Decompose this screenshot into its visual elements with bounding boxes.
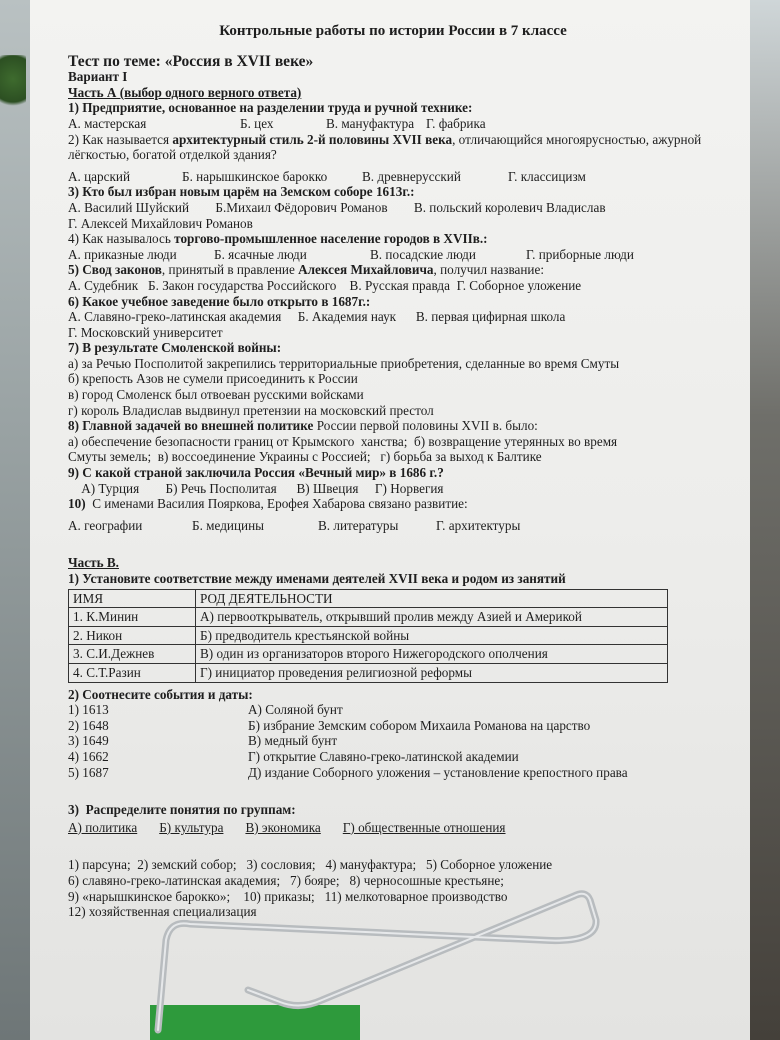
question-2: 2) Как называется архитектурный стиль 2-й половины XVII века, отличающийся многоярусностью, ажурной лёгкостью, богатой отделкой здания? xyxy=(68,131,702,163)
table-row xyxy=(69,645,668,664)
part-b-question-2: 2) Соотнесите события и даты: xyxy=(68,686,253,702)
sheet-content xyxy=(68,24,718,920)
matching-table xyxy=(68,589,668,683)
date-item: 1) 1613 xyxy=(68,702,109,718)
question-8-options-line: Смуты земель; в) воссоединение Украины с Россией; г) борьба за выход к Балтике xyxy=(68,449,542,465)
group-label: Б) культура xyxy=(159,819,224,835)
table-row xyxy=(69,663,668,682)
option: А. мастерская xyxy=(68,115,147,131)
table-cell: В) один из организаторов второго Нижегородского ополчения xyxy=(196,645,668,664)
group-label: А) политика xyxy=(68,819,138,835)
table-cell: 4. С.Т.Разин xyxy=(69,663,196,682)
part-b-question-3: 3) Распределите понятия по группам: xyxy=(68,802,296,818)
question-2-options xyxy=(68,169,718,185)
part-b-question-1: 1) Установите соответствие между именами деятелей XVII века и родом из занятий xyxy=(68,571,566,586)
option: В. посадские люди xyxy=(370,246,476,262)
table-row xyxy=(69,626,668,645)
table-header-cell: РОД ДЕЯТЕЛЬНОСТИ xyxy=(196,589,668,608)
question-9-options-line: А) Турция Б) Речь Посполитая В) Швеция Г) Норвегия xyxy=(68,480,444,496)
question-4-options xyxy=(68,247,718,263)
table-header-cell: ИМЯ xyxy=(69,589,196,608)
group-label: В) экономика xyxy=(245,819,321,835)
table-row xyxy=(69,608,668,627)
test-sheet xyxy=(30,0,750,1040)
events-column xyxy=(248,702,718,780)
option: А. приказные люди xyxy=(68,246,177,262)
group-label: Г) общественные отношения xyxy=(342,819,506,835)
question-6-options-line: А. Славяно-греко-латинская академия Б. Академия наук В. первая цифирная школа xyxy=(68,309,566,325)
concepts-line: 12) хозяйственная специализация xyxy=(68,904,257,920)
event-item: Д) издание Соборного уложения – установление крепостного права xyxy=(248,764,628,780)
question-3-options-line: А. Василий Шуйский Б.Михаил Фёдорович Романов В. польский королевич Владислав xyxy=(68,199,606,215)
question-7-option: а) за Речью Посполитой закрепились территориальные приобретения, сделанные во время Смуты xyxy=(68,355,620,371)
option: Б. ясачные люди xyxy=(214,246,307,262)
date-item: 5) 1687 xyxy=(68,764,109,780)
event-item: А) Соляной бунт xyxy=(248,702,343,718)
page-title: Контрольные работы по истории России в 7 классе xyxy=(219,23,567,39)
event-item: В) медный бунт xyxy=(248,733,338,749)
option: Г. приборные люди xyxy=(526,246,634,262)
option: В. литературы xyxy=(318,517,399,533)
question-5: 5) Свод законов, принятый в правление Алексея Михайловича, получил название: xyxy=(68,262,545,278)
question-8: 8) Главной задачей во внешней политике России первой половины XVII в. было: xyxy=(68,418,538,434)
date-item: 2) 1648 xyxy=(68,717,109,733)
date-item: 3) 1649 xyxy=(68,733,109,749)
table-cell: Б) предводитель крестьянской войны xyxy=(196,626,668,645)
event-item: Г) открытие Славяно-греко-латинской академии xyxy=(248,748,519,764)
question-8-options-line: а) обеспечение безопасности границ от Крымского ханства; б) возвращение утерянных во время xyxy=(68,433,618,449)
dates-events xyxy=(68,702,718,780)
question-1-options xyxy=(68,116,718,132)
question-6-options-line: Г. Московский университет xyxy=(68,324,223,340)
question-7: 7) В результате Смоленской войны: xyxy=(68,340,282,356)
question-3-options-line: Г. Алексей Михайлович Романов xyxy=(68,215,253,231)
table-cell: 2. Никон xyxy=(69,626,196,645)
variant-label: Вариант I xyxy=(68,69,128,85)
table-cell: А) первооткрыватель, открывший пролив между Азией и Америкой xyxy=(196,608,668,627)
option: Б. нарышкинское барокко xyxy=(182,168,328,184)
question-5-options-line: А. Судебник Б. Закон государства Российского В. Русская правда Г. Соборное уложение xyxy=(68,277,582,293)
date-item: 4) 1662 xyxy=(68,748,109,764)
question-10: 10) С именами Василия Пояркова, Ерофея Хабарова связано развитие: xyxy=(68,496,468,512)
option: В. мануфактура xyxy=(326,115,415,131)
question-10-options xyxy=(68,518,718,534)
question-7-option: в) город Смоленск был отвоеван русскими войсками xyxy=(68,387,364,403)
dates-column xyxy=(68,702,248,780)
plant xyxy=(0,55,26,115)
option: Г. классицизм xyxy=(508,168,586,184)
test-title: Тест по теме: «Россия в XVII веке» xyxy=(68,52,314,70)
question-1: 1) Предприятие, основанное на разделении труда и ручной технике: xyxy=(68,100,473,116)
table-header-row xyxy=(69,589,668,608)
question-6: 6) Какое учебное заведение было открыто в 1687г.: xyxy=(68,293,371,309)
table-cell: 1. К.Минин xyxy=(69,608,196,627)
groups-row xyxy=(68,820,718,836)
option: Б. цех xyxy=(240,115,274,131)
table-cell: Г) инициатор проведения религиозной реформы xyxy=(196,663,668,682)
option: Г. архитектуры xyxy=(436,517,521,533)
part-b-heading: Часть В. xyxy=(68,555,119,571)
option: Б. медицины xyxy=(192,517,264,533)
stand-base xyxy=(150,1005,360,1040)
concepts-line: 1) парсуна; 2) земский собор; 3) сословия; 4) мануфактура; 5) Соборное уложение xyxy=(68,857,553,873)
question-4: 4) Как называлось торгово-промышленное население городов в XVIIв.: xyxy=(68,231,488,247)
table-cell: 3. С.И.Дежнев xyxy=(69,645,196,664)
concepts-line: 6) славяно-греко-латинская академия; 7) бояре; 8) черносошные крестьяне; xyxy=(68,872,504,888)
question-7-option: г) король Владислав выдвинул претензии на московский престол xyxy=(68,402,434,418)
question-7-option: б) крепость Азов не сумели присоединить к России xyxy=(68,371,358,387)
question-3: 3) Кто был избран новым царём на Земском соборе 1613г.: xyxy=(68,184,415,200)
concepts-line: 9) «нарышкинское барокко»; 10) приказы; 11) мелкотоварное производство xyxy=(68,888,508,904)
question-9: 9) С какой страной заключила Россия «Вечный мир» в 1686 г.? xyxy=(68,465,444,481)
option: А. царский xyxy=(68,168,130,184)
event-item: Б) избрание Земским собором Михаила Романова на царство xyxy=(248,717,591,733)
part-a-heading: Часть А (выбор одного верного ответа) xyxy=(68,84,302,100)
option: В. древнерусский xyxy=(362,168,461,184)
option: Г. фабрика xyxy=(426,115,486,131)
option: А. географии xyxy=(68,517,143,533)
